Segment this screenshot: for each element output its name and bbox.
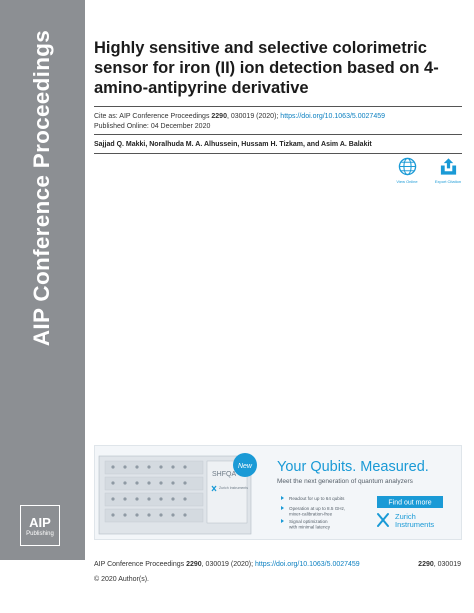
footer-volume: 2290 [186,561,202,568]
view-online-button[interactable] [387,157,427,184]
title-divider [94,106,462,107]
authors-divider [94,153,462,154]
citation-divider [94,134,462,135]
footer-article-id [418,561,461,568]
advertisement-banner[interactable] [94,445,462,540]
aip-publishing-logo[interactable] [20,505,60,546]
footer-article-volume: 2290 [418,561,434,568]
ad-bullet: Operation at up to 8.5 GHz, [289,506,346,511]
view-online-label: View Online [396,179,418,184]
footer-citation [94,561,360,568]
journal-name: AIP Conference Proceedings [29,29,54,347]
footer-doi-link[interactable]: https://doi.org/10.1063/5.0027459 [255,561,360,568]
citation-line [94,113,385,120]
export-icon [439,157,458,176]
ad-bullet: Readout for up to 64 qubits [289,496,345,501]
footer-article-number: , 030019 [433,561,461,568]
ad-bullet: with minimal latency [289,524,331,530]
globe-icon [398,157,417,176]
cite-pages: , 030019 (2020); [226,113,281,120]
product-name: SHFQA [212,471,237,478]
ad-artwork [95,446,461,539]
export-citation-button[interactable] [428,157,468,184]
export-citation-label: Export Citation [434,179,462,184]
footer-journal: AIP Conference Proceedings [94,561,187,568]
ad-headline: Your Qubits. Measured. [277,459,429,475]
cite-prefix: Cite as: AIP Conference Proceedings [94,113,212,120]
brand-line-2: Instruments [395,520,435,529]
ad-bullet: mixer-calibration-free [289,511,333,517]
author-list: Sajjad Q. Makki, Noralhuda M. A. Alhussein, Hussam H. Tizkam, and Asim A. Balakit [94,141,372,148]
published-date: Published Online: 04 December 2020 [94,123,211,130]
cite-volume: 2290 [211,113,227,120]
find-out-more-label: Find out more [388,499,432,507]
doi-link[interactable]: https://doi.org/10.1063/5.0027459 [280,113,385,120]
logo-text-publishing: Publishing [26,531,54,537]
journal-sidebar [0,0,85,560]
footer-pages: , 030019 (2020); [201,561,255,568]
device-brand: Zurich Instruments [219,486,248,490]
ad-bullet: Signal optimization [289,519,328,524]
brand-line-1: Zurich [395,512,416,521]
new-badge-text: New [237,463,253,470]
ad-subline: Meet the next generation of quantum analyzers [277,478,413,485]
logo-text-aip: AIP [29,515,51,530]
copyright-notice: © 2020 Author(s). [94,576,149,583]
article-title: Highly sensitive and selective colorimetric sensor for iron (II) ion detection based on 4-amino-antipyrine derivative [94,39,439,97]
